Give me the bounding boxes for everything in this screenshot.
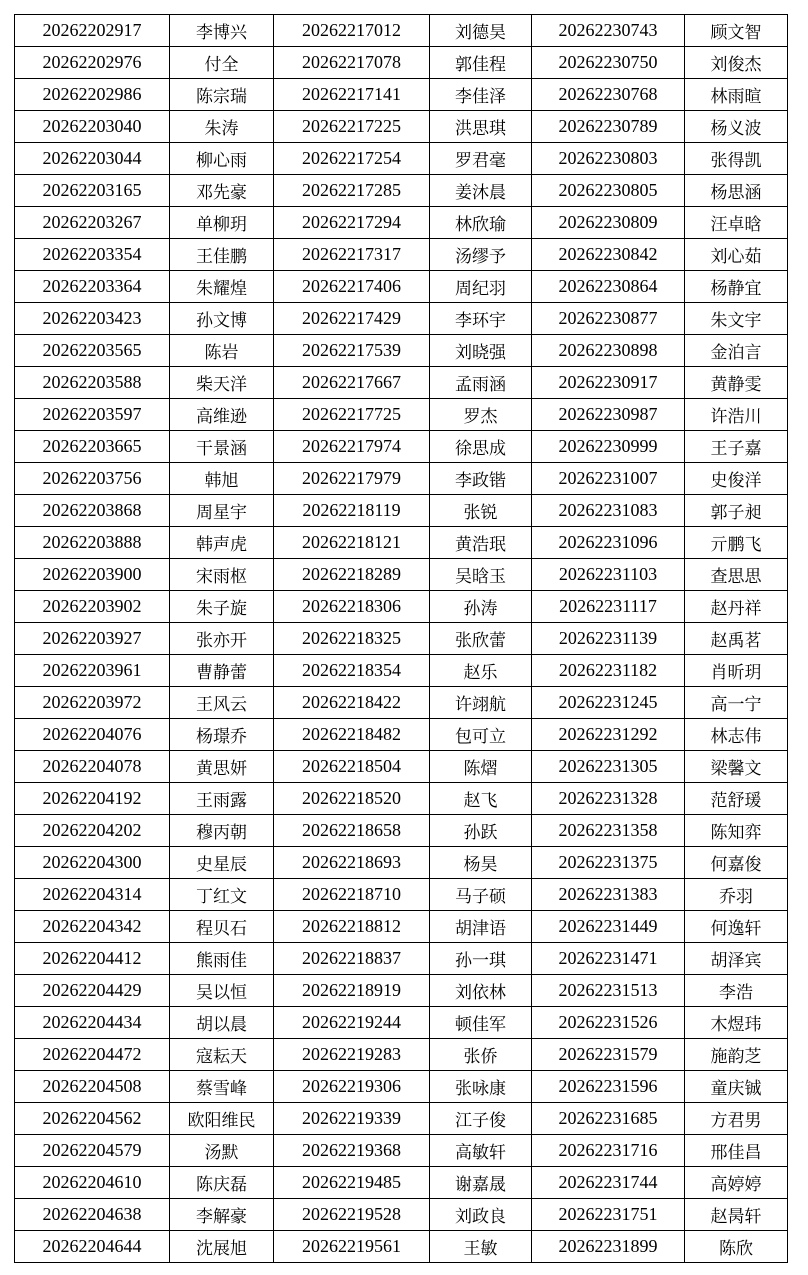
student-name-cell: 胡以晨 <box>170 1007 274 1039</box>
table-row <box>15 367 788 399</box>
student-id-cell: 20262218121 <box>274 527 430 559</box>
student-name-cell: 江子俊 <box>430 1103 532 1135</box>
student-id-cell: 20262218693 <box>274 847 430 879</box>
student-id-cell: 20262231117 <box>532 591 685 623</box>
student-id-cell: 20262231526 <box>532 1007 685 1039</box>
student-id-cell: 20262217012 <box>274 15 430 47</box>
student-name-cell: 肖昕玥 <box>685 655 788 687</box>
student-id-cell: 20262231182 <box>532 655 685 687</box>
table-row <box>15 655 788 687</box>
student-name-cell: 吴以恒 <box>170 975 274 1007</box>
table-row <box>15 1071 788 1103</box>
student-id-cell: 20262231103 <box>532 559 685 591</box>
table-row <box>15 111 788 143</box>
student-id-cell: 20262231358 <box>532 815 685 847</box>
student-id-cell: 20262230898 <box>532 335 685 367</box>
table-row <box>15 143 788 175</box>
student-name-cell: 朱耀煌 <box>170 271 274 303</box>
student-id-cell: 20262218504 <box>274 751 430 783</box>
student-name-cell: 许翊航 <box>430 687 532 719</box>
student-id-cell: 20262217974 <box>274 431 430 463</box>
student-name-cell: 李佳泽 <box>430 79 532 111</box>
student-name-cell: 王佳鹏 <box>170 239 274 271</box>
student-id-cell: 20262219306 <box>274 1071 430 1103</box>
student-name-cell: 木煜玮 <box>685 1007 788 1039</box>
student-name-cell: 李政锴 <box>430 463 532 495</box>
table-row <box>15 495 788 527</box>
student-id-cell: 20262203888 <box>15 527 170 559</box>
student-id-cell: 20262218812 <box>274 911 430 943</box>
table-row <box>15 751 788 783</box>
student-id-cell: 20262202986 <box>15 79 170 111</box>
student-id-cell: 20262231471 <box>532 943 685 975</box>
student-id-cell: 20262218325 <box>274 623 430 655</box>
student-name-cell: 张咏康 <box>430 1071 532 1103</box>
student-name-cell: 陈宗瑞 <box>170 79 274 111</box>
student-name-cell: 黄浩珉 <box>430 527 532 559</box>
student-name-cell: 顾文智 <box>685 15 788 47</box>
student-id-cell: 20262230768 <box>532 79 685 111</box>
student-name-cell: 韩旭 <box>170 463 274 495</box>
table-row <box>15 271 788 303</box>
student-id-cell: 20262204342 <box>15 911 170 943</box>
student-id-cell: 20262231751 <box>532 1199 685 1231</box>
student-name-cell: 付全 <box>170 47 274 79</box>
student-id-cell: 20262231305 <box>532 751 685 783</box>
student-name-cell: 梁馨文 <box>685 751 788 783</box>
student-name-cell: 柴天洋 <box>170 367 274 399</box>
student-id-cell: 20262219368 <box>274 1135 430 1167</box>
student-id-cell: 20262217667 <box>274 367 430 399</box>
student-name-cell: 陈欣 <box>685 1231 788 1263</box>
student-id-cell: 20262204579 <box>15 1135 170 1167</box>
student-name-cell: 赵丹祥 <box>685 591 788 623</box>
student-name-cell: 洪思琪 <box>430 111 532 143</box>
student-id-cell: 20262202976 <box>15 47 170 79</box>
student-name-cell: 汪卓晗 <box>685 207 788 239</box>
table-row <box>15 527 788 559</box>
student-name-cell: 许浩川 <box>685 399 788 431</box>
student-name-cell: 赵飞 <box>430 783 532 815</box>
student-name-cell: 宋雨枢 <box>170 559 274 591</box>
student-name-cell: 刘晓强 <box>430 335 532 367</box>
table-row <box>15 239 788 271</box>
student-id-cell: 20262230877 <box>532 303 685 335</box>
table-row <box>15 399 788 431</box>
student-name-cell: 刘心茹 <box>685 239 788 271</box>
student-id-cell: 20262230917 <box>532 367 685 399</box>
student-name-cell: 欧阳维民 <box>170 1103 274 1135</box>
student-name-cell: 柳心雨 <box>170 143 274 175</box>
student-id-cell: 20262217285 <box>274 175 430 207</box>
student-name-cell: 林志伟 <box>685 719 788 751</box>
student-name-cell: 施韵芝 <box>685 1039 788 1071</box>
table-row <box>15 15 788 47</box>
student-name-cell: 王风云 <box>170 687 274 719</box>
student-id-cell: 20262203756 <box>15 463 170 495</box>
student-id-cell: 20262203868 <box>15 495 170 527</box>
student-id-cell: 20262204300 <box>15 847 170 879</box>
student-name-cell: 王子嘉 <box>685 431 788 463</box>
student-name-cell: 张侨 <box>430 1039 532 1071</box>
table-row <box>15 847 788 879</box>
table-row <box>15 1007 788 1039</box>
student-name-cell: 赵禹茗 <box>685 623 788 655</box>
student-id-cell: 20262230803 <box>532 143 685 175</box>
student-name-cell: 马子硕 <box>430 879 532 911</box>
table-row <box>15 1135 788 1167</box>
student-name-cell: 刘德昊 <box>430 15 532 47</box>
student-name-cell: 熊雨佳 <box>170 943 274 975</box>
student-name-cell: 黄静雯 <box>685 367 788 399</box>
student-id-cell: 20262231383 <box>532 879 685 911</box>
student-name-cell: 陈熠 <box>430 751 532 783</box>
student-name-cell: 杨静宜 <box>685 271 788 303</box>
student-id-cell: 20262204078 <box>15 751 170 783</box>
student-id-cell: 20262217254 <box>274 143 430 175</box>
student-id-cell: 20262203044 <box>15 143 170 175</box>
student-name-cell: 周纪羽 <box>430 271 532 303</box>
student-name-cell: 寇耘天 <box>170 1039 274 1071</box>
student-id-cell: 20262218710 <box>274 879 430 911</box>
student-name-cell: 李博兴 <box>170 15 274 47</box>
student-id-cell: 20262203354 <box>15 239 170 271</box>
table-row <box>15 943 788 975</box>
student-id-cell: 20262204412 <box>15 943 170 975</box>
table-row <box>15 1167 788 1199</box>
student-id-cell: 20262204508 <box>15 1071 170 1103</box>
student-name-cell: 陈岩 <box>170 335 274 367</box>
student-name-cell: 陈知弈 <box>685 815 788 847</box>
student-name-cell: 谢嘉晟 <box>430 1167 532 1199</box>
student-id-cell: 20262204472 <box>15 1039 170 1071</box>
student-name-cell: 刘政良 <box>430 1199 532 1231</box>
table-row <box>15 1231 788 1263</box>
table-row <box>15 1039 788 1071</box>
student-name-cell: 张亦开 <box>170 623 274 655</box>
student-name-cell: 赵昺轩 <box>685 1199 788 1231</box>
student-name-cell: 胡津语 <box>430 911 532 943</box>
roster-body <box>15 15 788 1263</box>
student-name-cell: 亓鹏飞 <box>685 527 788 559</box>
student-name-cell: 蔡雪峰 <box>170 1071 274 1103</box>
student-name-cell: 曹静蕾 <box>170 655 274 687</box>
student-name-cell: 顿佳军 <box>430 1007 532 1039</box>
student-id-cell: 20262218289 <box>274 559 430 591</box>
student-id-cell: 20262218119 <box>274 495 430 527</box>
student-id-cell: 20262219339 <box>274 1103 430 1135</box>
student-name-cell: 邓先豪 <box>170 175 274 207</box>
student-name-cell: 孟雨涵 <box>430 367 532 399</box>
student-id-cell: 20262230805 <box>532 175 685 207</box>
student-id-cell: 20262217429 <box>274 303 430 335</box>
student-name-cell: 高敏轩 <box>430 1135 532 1167</box>
table-row <box>15 719 788 751</box>
student-id-cell: 20262231245 <box>532 687 685 719</box>
student-id-cell: 20262231292 <box>532 719 685 751</box>
student-id-cell: 20262218919 <box>274 975 430 1007</box>
student-name-cell: 林欣瑜 <box>430 207 532 239</box>
student-name-cell: 姜沐晨 <box>430 175 532 207</box>
student-id-cell: 20262231139 <box>532 623 685 655</box>
table-row <box>15 879 788 911</box>
student-id-cell: 20262218837 <box>274 943 430 975</box>
student-id-cell: 20262203900 <box>15 559 170 591</box>
student-name-cell: 韩声虎 <box>170 527 274 559</box>
student-name-cell: 金泊言 <box>685 335 788 367</box>
student-name-cell: 孙涛 <box>430 591 532 623</box>
student-id-cell: 20262204076 <box>15 719 170 751</box>
student-name-cell: 方君男 <box>685 1103 788 1135</box>
student-name-cell: 杨璟乔 <box>170 719 274 751</box>
student-id-cell: 20262231716 <box>532 1135 685 1167</box>
student-id-cell: 20262203902 <box>15 591 170 623</box>
table-row <box>15 1199 788 1231</box>
student-id-cell: 20262204644 <box>15 1231 170 1263</box>
student-id-cell: 20262219561 <box>274 1231 430 1263</box>
student-id-cell: 20262204429 <box>15 975 170 1007</box>
student-id-cell: 20262231375 <box>532 847 685 879</box>
student-id-cell: 20262231685 <box>532 1103 685 1135</box>
student-id-cell: 20262230743 <box>532 15 685 47</box>
student-name-cell: 高一宁 <box>685 687 788 719</box>
student-name-cell: 郭佳程 <box>430 47 532 79</box>
student-name-cell: 吴晗玉 <box>430 559 532 591</box>
student-name-cell: 史俊洋 <box>685 463 788 495</box>
student-name-cell: 汤缪予 <box>430 239 532 271</box>
student-id-cell: 20262203040 <box>15 111 170 143</box>
student-id-cell: 20262231083 <box>532 495 685 527</box>
student-name-cell: 何逸轩 <box>685 911 788 943</box>
student-id-cell: 20262204638 <box>15 1199 170 1231</box>
table-row <box>15 783 788 815</box>
student-id-cell: 20262231007 <box>532 463 685 495</box>
student-name-cell: 孙文博 <box>170 303 274 335</box>
student-id-cell: 20262218658 <box>274 815 430 847</box>
student-id-cell: 20262204434 <box>15 1007 170 1039</box>
student-id-cell: 20262219244 <box>274 1007 430 1039</box>
student-id-cell: 20262230750 <box>532 47 685 79</box>
student-name-cell: 穆丙朝 <box>170 815 274 847</box>
student-name-cell: 查思思 <box>685 559 788 591</box>
table-row <box>15 47 788 79</box>
table-row <box>15 623 788 655</box>
table-row <box>15 175 788 207</box>
student-id-cell: 20262230987 <box>532 399 685 431</box>
student-name-cell: 杨昊 <box>430 847 532 879</box>
student-name-cell: 沈展旭 <box>170 1231 274 1263</box>
student-id-cell: 20262231596 <box>532 1071 685 1103</box>
table-row <box>15 463 788 495</box>
student-roster-table <box>14 14 788 1263</box>
student-id-cell: 20262217406 <box>274 271 430 303</box>
student-id-cell: 20262230842 <box>532 239 685 271</box>
student-id-cell: 20262217225 <box>274 111 430 143</box>
student-name-cell: 单柳玥 <box>170 207 274 239</box>
table-row <box>15 335 788 367</box>
student-name-cell: 张欣蕾 <box>430 623 532 655</box>
student-id-cell: 20262203588 <box>15 367 170 399</box>
student-id-cell: 20262218306 <box>274 591 430 623</box>
student-id-cell: 20262217141 <box>274 79 430 111</box>
student-name-cell: 朱子旋 <box>170 591 274 623</box>
student-id-cell: 20262231899 <box>532 1231 685 1263</box>
student-name-cell: 干景涵 <box>170 431 274 463</box>
table-row <box>15 687 788 719</box>
student-id-cell: 20262230864 <box>532 271 685 303</box>
student-name-cell: 罗杰 <box>430 399 532 431</box>
student-id-cell: 20262217979 <box>274 463 430 495</box>
student-id-cell: 20262231513 <box>532 975 685 1007</box>
student-id-cell: 20262230999 <box>532 431 685 463</box>
table-row <box>15 559 788 591</box>
student-id-cell: 20262203423 <box>15 303 170 335</box>
student-id-cell: 20262204192 <box>15 783 170 815</box>
student-name-cell: 史星辰 <box>170 847 274 879</box>
student-id-cell: 20262218422 <box>274 687 430 719</box>
student-id-cell: 20262203565 <box>15 335 170 367</box>
student-name-cell: 包可立 <box>430 719 532 751</box>
student-name-cell: 张锐 <box>430 495 532 527</box>
student-id-cell: 20262217539 <box>274 335 430 367</box>
student-name-cell: 王敏 <box>430 1231 532 1263</box>
student-id-cell: 20262231096 <box>532 527 685 559</box>
student-id-cell: 20262231328 <box>532 783 685 815</box>
student-name-cell: 丁红文 <box>170 879 274 911</box>
student-id-cell: 20262203665 <box>15 431 170 463</box>
student-id-cell: 20262204562 <box>15 1103 170 1135</box>
student-name-cell: 邢佳昌 <box>685 1135 788 1167</box>
student-name-cell: 汤默 <box>170 1135 274 1167</box>
student-id-cell: 20262218520 <box>274 783 430 815</box>
student-id-cell: 20262219283 <box>274 1039 430 1071</box>
student-id-cell: 20262218354 <box>274 655 430 687</box>
student-id-cell: 20262217725 <box>274 399 430 431</box>
student-name-cell: 孙一琪 <box>430 943 532 975</box>
student-id-cell: 20262204610 <box>15 1167 170 1199</box>
student-id-cell: 20262203927 <box>15 623 170 655</box>
table-row <box>15 975 788 1007</box>
student-name-cell: 郭子昶 <box>685 495 788 527</box>
table-row <box>15 815 788 847</box>
table-row <box>15 911 788 943</box>
student-name-cell: 李解豪 <box>170 1199 274 1231</box>
table-row <box>15 303 788 335</box>
student-id-cell: 20262217317 <box>274 239 430 271</box>
student-name-cell: 程贝石 <box>170 911 274 943</box>
student-name-cell: 胡泽宾 <box>685 943 788 975</box>
student-name-cell: 高婷婷 <box>685 1167 788 1199</box>
student-id-cell: 20262230809 <box>532 207 685 239</box>
table-row <box>15 591 788 623</box>
student-name-cell: 刘俊杰 <box>685 47 788 79</box>
student-name-cell: 李浩 <box>685 975 788 1007</box>
student-id-cell: 20262202917 <box>15 15 170 47</box>
student-id-cell: 20262218482 <box>274 719 430 751</box>
student-name-cell: 王雨露 <box>170 783 274 815</box>
student-id-cell: 20262204314 <box>15 879 170 911</box>
student-id-cell: 20262204202 <box>15 815 170 847</box>
student-id-cell: 20262231449 <box>532 911 685 943</box>
student-id-cell: 20262217078 <box>274 47 430 79</box>
student-name-cell: 刘依林 <box>430 975 532 1007</box>
student-id-cell: 20262203961 <box>15 655 170 687</box>
student-id-cell: 20262203165 <box>15 175 170 207</box>
student-name-cell: 周星宇 <box>170 495 274 527</box>
student-name-cell: 罗君毫 <box>430 143 532 175</box>
student-name-cell: 朱文宇 <box>685 303 788 335</box>
student-name-cell: 朱涛 <box>170 111 274 143</box>
student-id-cell: 20262231579 <box>532 1039 685 1071</box>
table-row <box>15 79 788 111</box>
student-id-cell: 20262219485 <box>274 1167 430 1199</box>
student-name-cell: 李环宇 <box>430 303 532 335</box>
student-name-cell: 张得凯 <box>685 143 788 175</box>
student-name-cell: 陈庆磊 <box>170 1167 274 1199</box>
student-name-cell: 杨思涵 <box>685 175 788 207</box>
student-name-cell: 乔羽 <box>685 879 788 911</box>
table-row <box>15 207 788 239</box>
student-name-cell: 范舒瑗 <box>685 783 788 815</box>
student-name-cell: 黄思妍 <box>170 751 274 783</box>
student-id-cell: 20262219528 <box>274 1199 430 1231</box>
student-name-cell: 徐思成 <box>430 431 532 463</box>
student-name-cell: 高维逊 <box>170 399 274 431</box>
student-id-cell: 20262203267 <box>15 207 170 239</box>
student-name-cell: 孙跃 <box>430 815 532 847</box>
table-row <box>15 431 788 463</box>
student-id-cell: 20262230789 <box>532 111 685 143</box>
student-name-cell: 赵乐 <box>430 655 532 687</box>
student-id-cell: 20262203364 <box>15 271 170 303</box>
table-row <box>15 1103 788 1135</box>
student-name-cell: 童庆铖 <box>685 1071 788 1103</box>
student-id-cell: 20262231744 <box>532 1167 685 1199</box>
student-name-cell: 林雨暄 <box>685 79 788 111</box>
student-id-cell: 20262203972 <box>15 687 170 719</box>
student-name-cell: 杨义波 <box>685 111 788 143</box>
student-id-cell: 20262217294 <box>274 207 430 239</box>
student-name-cell: 何嘉俊 <box>685 847 788 879</box>
student-id-cell: 20262203597 <box>15 399 170 431</box>
